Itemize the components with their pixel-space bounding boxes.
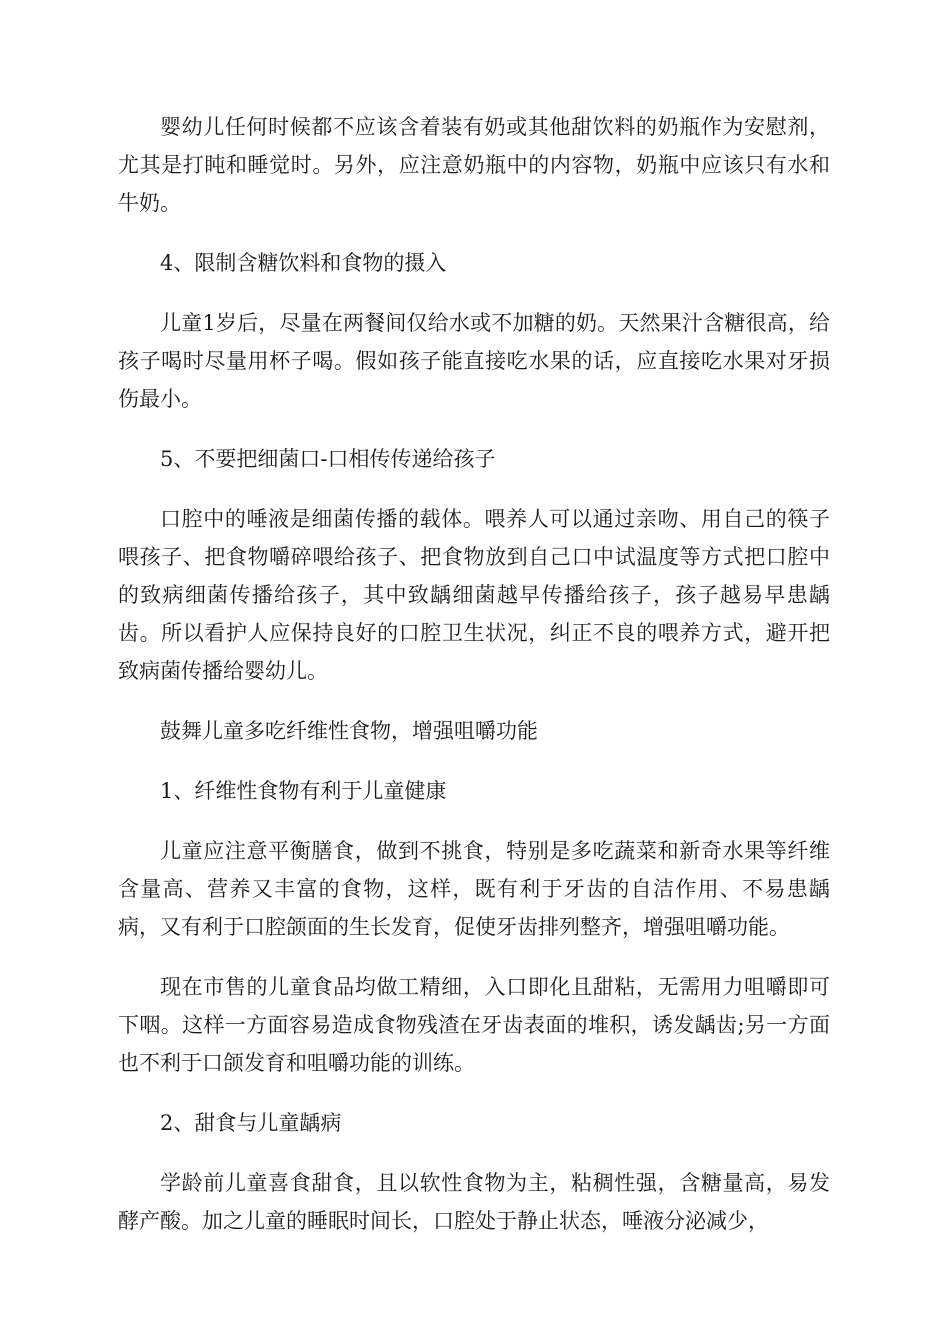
heading-fiber-food: 鼓舞儿童多吃纤维性食物，增强咀嚼功能: [160, 719, 538, 743]
paragraph-water-milk: 儿童1岁后，尽量在两餐间仅给水或不加糖的奶。天然果汁含糖很高，给孩子喝时尽量用杯子喝。假如孩子能直接吃水果的话，应直接吃水果对牙损伤最小。: [118, 311, 830, 411]
heading-fiber-health: 1、纤维性食物有利于儿童健康: [160, 779, 447, 803]
document-page: [118, 108, 830, 1262]
paragraph-balanced-diet: 儿童应注意平衡膳食，做到不挑食，特别是多吃蔬菜和新奇水果等纤维含量高、营养又丰富的食物，这样，既有利于牙齿的自洁作用、不易患龋病，又有利于口腔颌面的生长发育，促使牙齿排列整齐，增强咀嚼功能。: [118, 839, 830, 939]
heading-limit-sugar: 4、限制含糖饮料和食物的摄入: [160, 251, 447, 275]
heading-bacteria-transmission: 5、不要把细菌口-口相传传递给孩子: [160, 447, 496, 471]
paragraph-saliva-bacteria: 口腔中的唾液是细菌传播的载体。喂养人可以通过亲吻、用自己的筷子喂孩子、把食物嚼碎喂给孩子、把食物放到自己口中试温度等方式把口腔中的致病细菌传播给孩子，其中致龋细菌越早传播给孩子，孩子越易早患龋齿。所以看护人应保持良好的口腔卫生状况，纠正不良的喂养方式，避开把致病菌传播给婴幼儿。: [118, 507, 830, 683]
paragraph-preschool-sweets: 学龄前儿童喜食甜食，且以软性食物为主，粘稠性强，含糖量高，易发酵产酸。加之儿童的睡眠时间长，口腔处于静止状态，唾液分泌减少，: [118, 1171, 830, 1233]
paragraph-pacifier-bottle: 婴幼儿任何时候都不应该含着装有奶或其他甜饮料的奶瓶作为安慰剂，尤其是打盹和睡觉时。另外，应注意奶瓶中的内容物，奶瓶中应该只有水和牛奶。: [118, 115, 830, 215]
paragraph-processed-food: 现在市售的儿童食品均做工精细，入口即化且甜粘，无需用力咀嚼即可下咽。这样一方面容易造成食物残渣在牙齿表面的堆积，诱发龋齿;另一方面也不利于口颌发育和咀嚼功能的训练。: [118, 975, 830, 1075]
heading-sweets-caries: 2、甜食与儿童龋病: [160, 1111, 342, 1135]
